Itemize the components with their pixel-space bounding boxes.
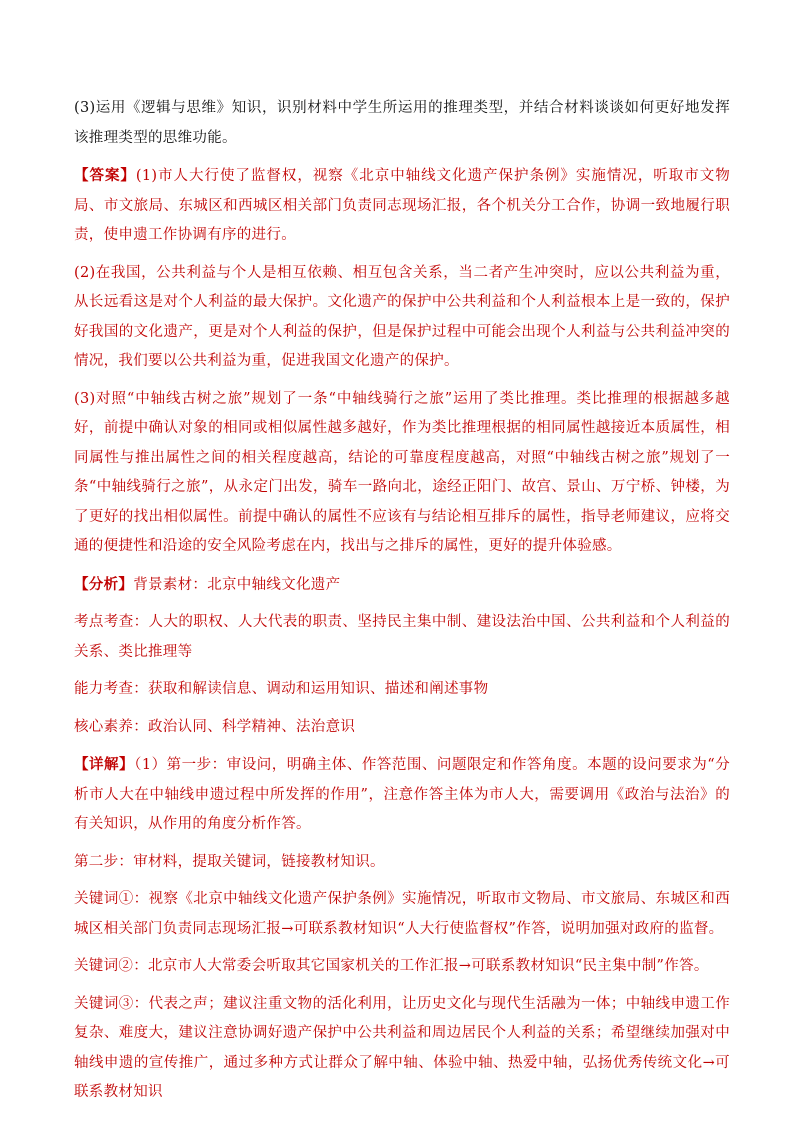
keyword-3-text: 关键词③：代表之声；建议注重文物的活化利用，让历史文化与现代生活融为一体；中轴线申遗工作复杂、难度大，建议注意协调好遗产保护中公共利益和周边居民个人利益的关系；希望继续加强对中轴线申遗的宣传推广，通过多种方式让群众了解中轴、体验中轴、热爱中轴，弘扬优秀传统文化→可联系教材知识 — [74, 995, 730, 1100]
answer-tag: 【答案】 — [74, 167, 136, 184]
question-3-text: (3)运用《逻辑与思维》知识，识别材料中学生所运用的推理类型，并结合材料谈谈如何更好地发挥该推理类型的思维功能。 — [74, 100, 730, 146]
detail-step-1-text: （1）第一步：审设问，明确主体、作答范围、问题限定和作答角度。本题的设问要求为“分析市人大在中轴线申遗过程中所发挥的作用”，注意作答主体为市人大，需要调用《政治与法治》的有关知识，从作用的角度分析作答。 — [74, 757, 730, 832]
analysis-ability-text: 能力考查：获取和解读信息、调动和运用知识、描述和阐述事物 — [74, 681, 489, 697]
analysis-background — [74, 570, 730, 601]
answer-3-text: (3)对照“中轴线古树之旅”规划了一条“中轴线骑行之旅”运用了类比推理。类比推理的根据越多越好，前提中确认对象的相同或相似属性越多越好，作为类比推理根据的相同属性越接近本质属性，相同属性与推出属性之间的相关程度越高，结论的可靠度程度越高，对照“中轴线古树之旅”规划了一条“中轴线骑行之旅”，从永定门出发，骑车一路向北，途经正阳门、故宫、景山、万宁桥、钟楼，为了更好的找出相似属性。前提中确认的属性不应该有与结论相互排斥的属性，指导老师建议，应将交通的便捷性和沿途的安全风险考虑在内，找出与之排斥的属性，更好的提升体验感。 — [74, 390, 730, 554]
keyword-1 — [74, 885, 730, 944]
answer-part-3 — [74, 385, 730, 562]
analysis-points-text: 考点考查：人大的职权、人大代表的职责、坚持民主集中制、建设法治中国、公共利益和个人利益的关系、类比推理等 — [74, 614, 730, 660]
keyword-1-text: 关键词①：视察《北京中轴线文化遗产保护条例》实施情况，听取市文物局、市文旅局、东城区和西城区相关部门负责同志现场汇报→可联系教材知识“人大行使监督权”作答，说明加强对政府的监督。 — [74, 891, 730, 937]
keyword-3 — [74, 990, 730, 1108]
analysis-points — [74, 608, 730, 667]
analysis-tag: 【分析】 — [74, 575, 134, 593]
keyword-2-text: 关键词②：北京市人大常委会听取其它国家机关的工作汇报→可联系教材知识“民主集中制”作答。 — [74, 958, 709, 974]
answer-part-2 — [74, 259, 730, 377]
analysis-literacy — [74, 713, 730, 743]
answer-part-1 — [74, 161, 730, 251]
question-3 — [74, 94, 730, 153]
analysis-background-text: 背景素材：北京中轴线文化遗产 — [133, 576, 341, 593]
answer-2-text: (2)在我国，公共利益与个人是相互依赖、相互包含关系，当二者产生冲突时，应以公共利益为重，从长远看这是对个人利益的最大保护。文化遗产的保护中公共利益和个人利益根本上是一致的，保护好我国的文化遗产，更是对个人利益的保护，但是保护过程中可能会出现个人利益与公共利益冲突的情况，我们要以公共利益为重，促进我国文化遗产的保护。 — [74, 264, 730, 369]
detail-step-2 — [74, 848, 730, 878]
analysis-ability — [74, 675, 730, 705]
keyword-2 — [74, 952, 730, 982]
analysis-literacy-text: 核心素养：政治认同、科学精神、法治意识 — [74, 718, 356, 735]
detail-step-1 — [74, 750, 730, 840]
answer-1-text: (1)市人大行使了监督权，视察《北京中轴线文化遗产保护条例》实施情况，听取市文物局、市文旅局、东城区和西城区相关部门负责同志现场汇报，各个机关分工合作，协调一致地履行职责，使申遗工作协调有序的进行。 — [74, 168, 731, 243]
detail-tag: 【详解】 — [74, 756, 135, 773]
detail-step-2-text: 第二步：审材料，提取关键词，链接教材知识。 — [74, 853, 385, 870]
